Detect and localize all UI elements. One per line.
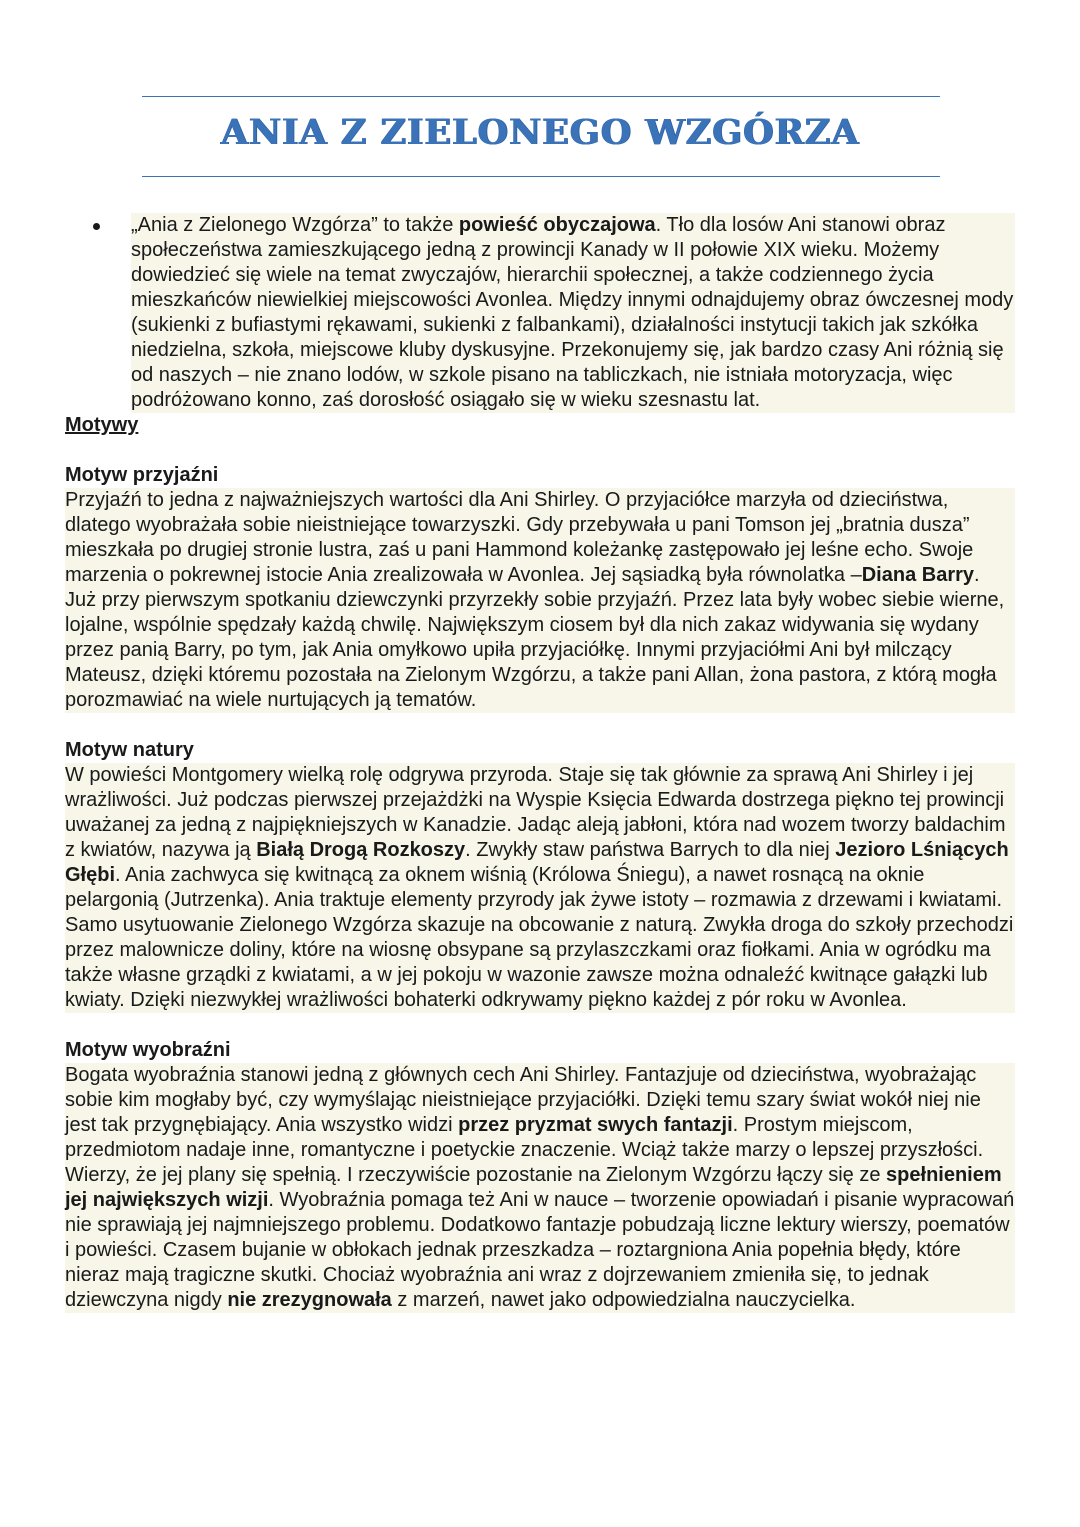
paragraph-text: Bogata wyobraźnia stanowi jedną z głównych cech Ani Shirley. Fantazjuje od dzieciństwa, wyobrażając sobie kim mogłaby być, czy wymyślając nieistniejące przyjaciółki. Dzięki temu szary świat wokół niej nie jest tak przygnębiający. Ania wszystko widzi xyxy=(65,1064,981,1136)
document-body xyxy=(65,213,1015,1313)
bullet-icon xyxy=(93,223,100,230)
intro-paragraph xyxy=(131,213,1015,413)
section-title-nature: Motyw natury xyxy=(65,739,194,761)
intro-text: „Ania z Zielonego Wzgórza” to także xyxy=(131,214,459,236)
section-title-friendship: Motyw przyjaźni xyxy=(65,464,219,486)
section-paragraph-nature xyxy=(65,763,1015,1013)
intro-text: . Tło dla losów Ani stanowi obraz społeczeństwa zamieszkującego jedną z prowincji Kanady w II połowie XIX wieku. Możemy dowiedzieć się wiele na temat zwyczajów, hierarchii społecznej, a także codziennego życia mieszkańców niewielkiej miejscowości Avonlea. Między innymi odnajdujemy obraz ówczesnej mody (sukienki z bufiastymi rękawami, sukienki z falbankami), działalności instytucji takich jak szkółka niedzielna, szkoła, miejscowe kluby dyskusyjne. Przekonujemy się, jak bardzo czasy Ani różnią się od naszych – nie znano lodów, w szkole pisano na tabliczkach, nie istniała motoryzacja, więc podróżowano konno, zaś dorosłość osiągało się w wieku szesnastu lat. xyxy=(131,214,1014,411)
paragraph-text: W powieści Montgomery wielką rolę odgrywa przyroda. Staje się tak głównie za sprawą Ani Shirley i jej wrażliwości. Już podczas pierwszej przejażdżki na Wyspie Księcia Edwarda dostrzega piękno tej prowincji uważanej za jedną z najpiękniejszych w Kanadzie. Jadąc aleją jabłoni, która nad wozem tworzy baldachim z kwiatów, nazywa ją xyxy=(65,764,1006,861)
paragraph-bold: przez pryzmat swych fantazji xyxy=(458,1114,733,1136)
paragraph-bold: Diana Barry xyxy=(861,564,975,586)
paragraph-text: . Zwykły staw państwa Barrych to dla niej xyxy=(465,839,836,861)
paragraph-bold: Jezioro Lśniących Głębi xyxy=(65,839,1009,886)
paragraph-text: z marzeń, nawet jako odpowiedzialna nauczycielka. xyxy=(391,1289,856,1311)
paragraph-bold: spełnieniem jej największych wizji xyxy=(65,1164,1002,1211)
intro-bold: powieść obyczajowa xyxy=(458,214,656,236)
section-imagination xyxy=(65,1038,1015,1313)
section-title-imagination: Motyw wyobraźni xyxy=(65,1039,231,1061)
section-paragraph-friendship xyxy=(65,488,1015,713)
title-rule-top xyxy=(142,96,940,97)
paragraph-text: . Prostym miejscom, przedmiotom nadaje inne, romantyczne i poetyckie znaczenie. Wciąż także marzy o lepszej przyszłości. Wierzy, że jej plany się spełnią. I rzeczywiście pozostanie na Zielonym Wzgórzu łączy się ze xyxy=(65,1114,984,1186)
intro-bullet-item xyxy=(65,213,1015,413)
paragraph-bold: Białą Drogą Rozkoszy xyxy=(256,839,466,861)
paragraph-bold: nie zrezygnowała xyxy=(227,1289,392,1311)
section-nature xyxy=(65,738,1015,1013)
page-title: ANIA Z ZIELONEGO WZGÓRZA xyxy=(220,112,860,153)
paragraph-text: . Już przy pierwszym spotkaniu dziewczynki przyrzekły sobie przyjaźń. Przez lata były wobec siebie wierne, lojalne, wspólnie spędzały każdą chwilę. Największym ciosem był dla nich zakaz widywania się wydany przez panią Barry, po tym, jak Ania omyłkowo upiła przyjaciółkę. Innymi przyjaciółmi Ani był milczący Mateusz, dzięki któremu pozostała na Zielonym Wzgórzu, a także pani Allan, żona pastora, z którą mogła porozmawiać na wiele nurtujących ją tematów. xyxy=(65,564,1005,711)
paragraph-text: . Wyobraźnia pomaga też Ani w nauce – tworzenie opowiadań i pisanie wypracowań nie sprawiają jej najmniejszego problemu. Dodatkowo fantazje pobudzają liczne lektury wierszy, poematów i powieści. Czasem bujanie w obłokach jednak przeszkadza – roztargniona Ania popełnia błędy, które nieraz mają tragiczne skutki. Chociaż wyobraźnia ani wraz z dojrzewaniem zmieniła się, to jednak dziewczyna nigdy xyxy=(65,1189,1015,1311)
section-friendship xyxy=(65,463,1015,713)
paragraph-text: . Ania zachwyca się kwitnącą za oknem wiśnią (Królowa Śniegu), a nawet rosnącą na oknie pelargonią (Jutrzenka). Ania traktuje elementy przyrody jak żywe istoty – rozmawia z drzewami i kwiatami. Samo usytuowanie Zielonego Wzgórza skazuje na obcowanie z naturą. Zwykła droga do szkoły przechodzi przez malownicze doliny, które na wiosnę obsypane są przylaszczkami oraz fiołkami. Ania w ogródku ma także własne grządki z kwiatami, a w jej pokoju w wazonie zawsze można odnaleźć kwitnące gałązki lub kwiaty. Dzięki niezwykłej wrażliwości bohaterki odkrywamy piękno każdej z pór roku w Avonlea. xyxy=(65,864,1014,1011)
paragraph-text: Przyjaźń to jedna z najważniejszych wartości dla Ani Shirley. O przyjaciółce marzyła od dzieciństwa, dlatego wyobrażała sobie nieistniejące towarzyszki. Gdy przebywała u pani Tomson jej „bratnia dusza” mieszkała po drugiej stronie lustra, zaś u pani Hammond koleżankę zastępowało jej leśne echo. Swoje marzenia o pokrewnej istocie Ania zrealizowała w Avonlea. Jej sąsiadką była równolatka – xyxy=(65,489,974,586)
section-paragraph-imagination xyxy=(65,1063,1015,1313)
motives-header: Motywy xyxy=(65,414,139,436)
title-rule-bottom xyxy=(142,176,940,177)
